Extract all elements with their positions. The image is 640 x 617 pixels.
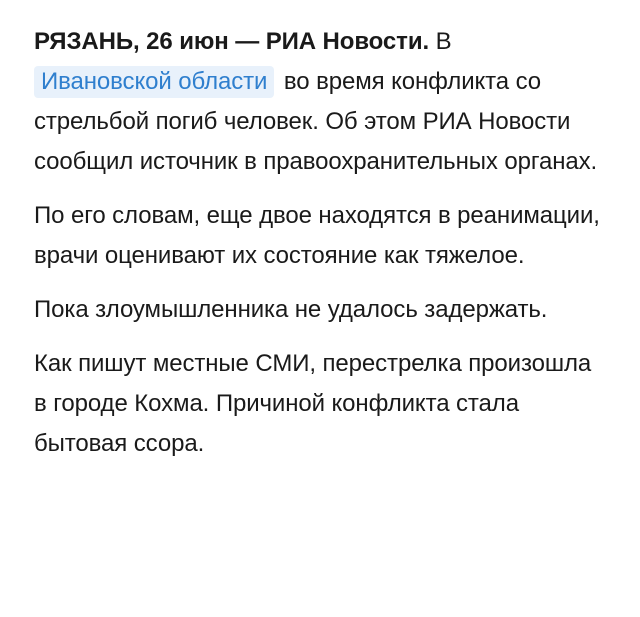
region-tag-link[interactable]: Ивановской области (34, 66, 274, 98)
paragraph-text: во время конфликта со стрельбой погиб человек. Об этом РИА Новости сообщил источник в правоохранительных органах. (34, 68, 598, 175)
article-lead: РЯЗАНЬ, 26 июн — РИА Новости. (34, 28, 430, 55)
article-paragraph-3: Пока злоумышленника не удалось задержать. (34, 296, 548, 323)
article-paragraph-1 (34, 22, 600, 182)
article-paragraph-2: По его словам, еще двое находятся в реанимации, врачи оценивают их состояние как тяжелое. (34, 202, 600, 269)
article-paragraph-4: Как пишут местные СМИ, перестрелка произошла в городе Кохма. Причиной конфликта стала бытовая ссора. (34, 350, 592, 457)
paragraph-text: В (429, 28, 452, 55)
